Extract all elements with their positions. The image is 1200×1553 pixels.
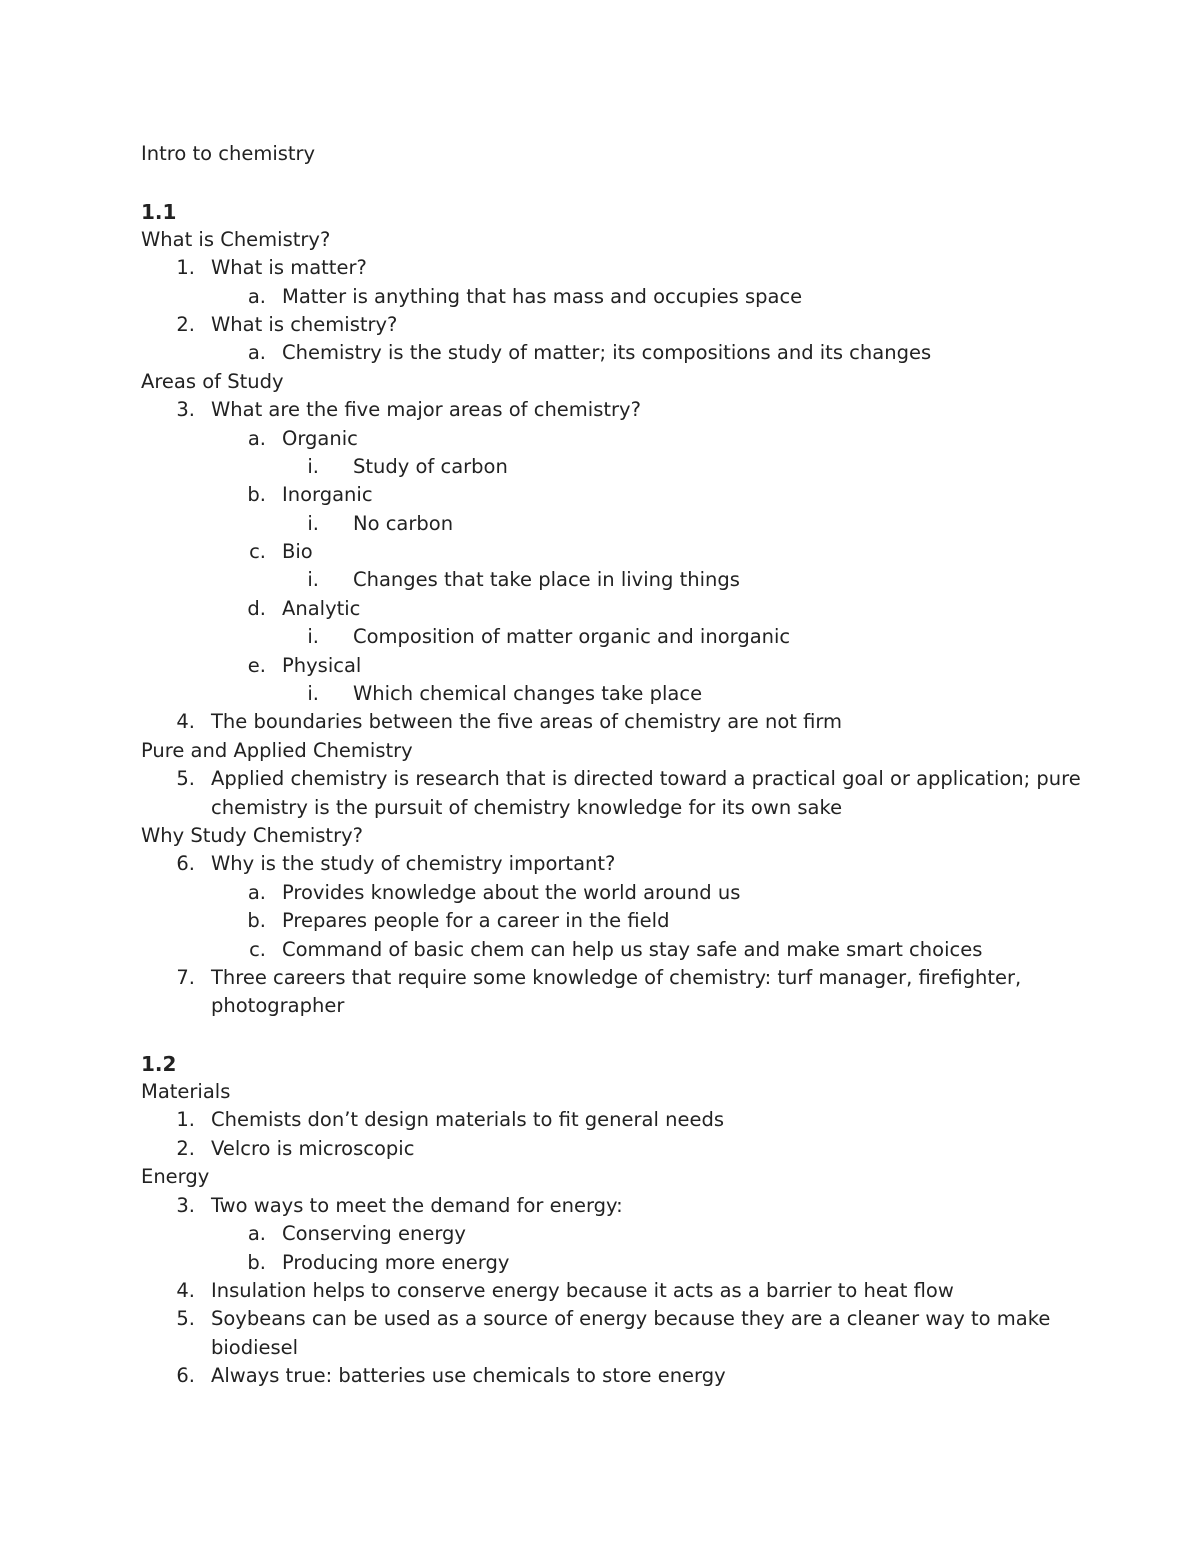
- list-item-text: Two ways to meet the demand for energy:: [211, 1194, 623, 1217]
- group-label: Pure and Applied Chemistry: [141, 739, 413, 762]
- roman-list-item-text: No carbon: [353, 512, 454, 535]
- sub-list-item-text: Analytic: [282, 597, 361, 620]
- list-number: 4.: [176, 710, 195, 733]
- list-item-text: Velcro is microscopic: [211, 1137, 415, 1160]
- list-item-text: Why is the study of chemistry important?: [211, 852, 616, 875]
- document-title: Intro to chemistry: [141, 142, 316, 165]
- list-item-text: What is chemistry?: [211, 313, 398, 336]
- list-number: 6.: [176, 1364, 195, 1387]
- list-item-text: photographer: [211, 994, 345, 1017]
- list-item-text: Soybeans can be used as a source of energy because they are a cleaner way to make: [211, 1307, 1051, 1330]
- list-item-text: Always true: batteries use chemicals to store energy: [211, 1364, 726, 1387]
- list-item-text: Three careers that require some knowledge of chemistry: turf manager, firefighter,: [211, 966, 1022, 989]
- sub-list-item-text: Matter is anything that has mass and occupies space: [282, 285, 803, 308]
- roman-list-item-text: Study of carbon: [353, 455, 508, 478]
- sub-list-item-text: Producing more energy: [282, 1251, 510, 1274]
- sub-list-letter: a.: [247, 341, 266, 364]
- sub-list-letter: b.: [247, 1251, 266, 1274]
- list-number: 3.: [176, 1194, 195, 1217]
- group-label: Why Study Chemistry?: [141, 824, 363, 847]
- sub-list-item-text: Conserving energy: [282, 1222, 466, 1245]
- roman-numeral: i.: [307, 455, 319, 478]
- list-item-text: biodiesel: [211, 1336, 299, 1359]
- list-item-text: What are the five major areas of chemistry?: [211, 398, 641, 421]
- sub-list-letter: b.: [247, 909, 266, 932]
- sub-list-item-text: Command of basic chem can help us stay safe and make smart choices: [282, 938, 983, 961]
- list-number: 3.: [176, 398, 195, 421]
- roman-numeral: i.: [307, 625, 319, 648]
- section-heading: 1.2: [141, 1052, 177, 1076]
- list-number: 2.: [176, 313, 195, 336]
- list-item-text: Chemists don’t design materials to fit general needs: [211, 1108, 724, 1131]
- list-item-text: Insulation helps to conserve energy because it acts as a barrier to heat flow: [211, 1279, 954, 1302]
- section-heading: 1.1: [141, 200, 177, 224]
- list-number: 5.: [176, 1307, 195, 1330]
- list-item-text: The boundaries between the five areas of chemistry are not firm: [211, 710, 843, 733]
- roman-list-item-text: Composition of matter organic and inorganic: [353, 625, 791, 648]
- roman-list-item-text: Changes that take place in living things: [353, 568, 740, 591]
- roman-numeral: i.: [307, 512, 319, 535]
- sub-list-item-text: Physical: [282, 654, 362, 677]
- sub-list-letter: c.: [249, 540, 266, 563]
- sub-list-letter: a.: [247, 427, 266, 450]
- group-label: Energy: [141, 1165, 210, 1188]
- roman-numeral: i.: [307, 682, 319, 705]
- sub-list-letter: d.: [247, 597, 266, 620]
- roman-numeral: i.: [307, 568, 319, 591]
- list-number: 1.: [176, 256, 195, 279]
- list-number: 5.: [176, 767, 195, 790]
- list-item-text: What is matter?: [211, 256, 367, 279]
- roman-list-item-text: Which chemical changes take place: [353, 682, 703, 705]
- sub-list-letter: c.: [249, 938, 266, 961]
- sub-list-letter: a.: [247, 285, 266, 308]
- list-item-text: chemistry is the pursuit of chemistry knowledge for its own sake: [211, 796, 843, 819]
- list-number: 4.: [176, 1279, 195, 1302]
- list-number: 6.: [176, 852, 195, 875]
- sub-list-item-text: Inorganic: [282, 483, 373, 506]
- sub-list-item-text: Chemistry is the study of matter; its compositions and its changes: [282, 341, 932, 364]
- sub-list-letter: a.: [247, 1222, 266, 1245]
- sub-list-item-text: Organic: [282, 427, 358, 450]
- sub-list-letter: e.: [247, 654, 266, 677]
- sub-list-letter: a.: [247, 881, 266, 904]
- list-number: 1.: [176, 1108, 195, 1131]
- list-number: 2.: [176, 1137, 195, 1160]
- list-item-text: Applied chemistry is research that is directed toward a practical goal or application; pure: [211, 767, 1081, 790]
- list-number: 7.: [176, 966, 195, 989]
- group-label: Areas of Study: [141, 370, 284, 393]
- sub-list-letter: b.: [247, 483, 266, 506]
- group-label: Materials: [141, 1080, 231, 1103]
- sub-list-item-text: Prepares people for a career in the field: [282, 909, 670, 932]
- sub-list-item-text: Provides knowledge about the world around us: [282, 881, 741, 904]
- group-label: What is Chemistry?: [141, 228, 331, 251]
- sub-list-item-text: Bio: [282, 540, 313, 563]
